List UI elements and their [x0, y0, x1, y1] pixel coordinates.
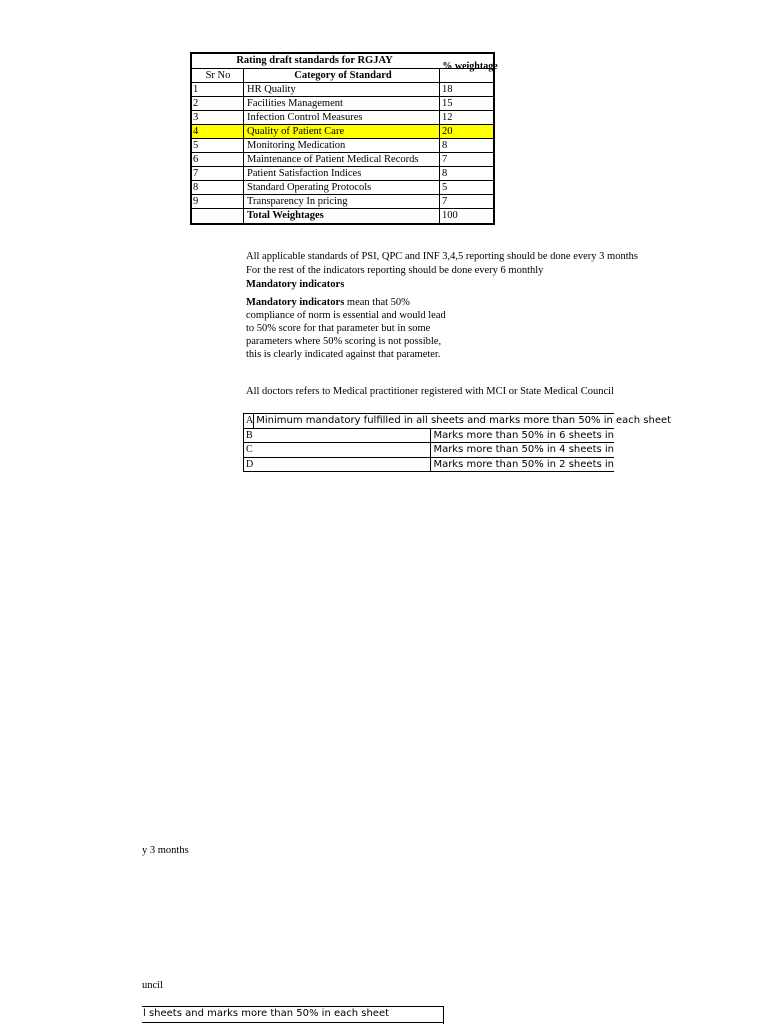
table-row — [192, 139, 493, 153]
reporting-note-quarterly: All applicable standards of PSI, QPC and INF 3,4,5 reporting should be done every 3 months — [246, 251, 638, 262]
grade-table — [243, 413, 672, 472]
overflow-grade-fragment-box — [142, 1006, 444, 1024]
row-sr: 4 — [192, 125, 244, 138]
row-sr: 8 — [192, 181, 244, 194]
table-row — [192, 167, 493, 181]
table-row — [192, 153, 493, 167]
table-row — [192, 195, 493, 209]
row-category: Patient Satisfaction Indices — [244, 167, 440, 180]
row-category: HR Quality — [244, 83, 440, 96]
table-row — [192, 111, 493, 125]
grade-description: Marks more than 50% in 4 sheets in — [433, 444, 614, 455]
mandatory-bold-term: Mandatory indicators — [246, 297, 345, 308]
reporting-note-6-monthly: For the rest of the indicators reporting should be done every 6 monthly — [246, 265, 544, 276]
rating-table — [190, 52, 498, 225]
row-sr: 2 — [192, 97, 244, 110]
grade-letter: A — [246, 415, 254, 426]
table-row — [192, 181, 493, 195]
doctors-definition: All doctors refers to Medical practitioner registered with MCI or State Medical Council — [246, 386, 614, 397]
table-row — [244, 458, 614, 473]
table-row — [244, 429, 614, 444]
row-sr: 3 — [192, 111, 244, 124]
row-sr: 6 — [192, 153, 244, 166]
overflow-council-fragment: uncil — [142, 980, 163, 991]
grade-letter: D — [244, 458, 431, 472]
row-weight: 15 — [442, 98, 453, 109]
table-row — [244, 443, 614, 458]
mandatory-description: mean that 50% compliance of norm is essential and would lead to 50% score for that parameter but in some parameters where 50% scoring is not possible, this is clearly indicated against that parameter. — [246, 297, 446, 360]
row-weight: 5 — [442, 182, 448, 193]
table-row-highlighted — [192, 125, 493, 139]
mandatory-paragraph — [246, 296, 446, 361]
divider — [142, 1022, 443, 1023]
row-category: Maintenance of Patient Medical Records — [244, 153, 440, 166]
row-category: Quality of Patient Care — [244, 125, 440, 138]
grade-description: Marks more than 50% in 2 sheets in — [433, 458, 614, 470]
row-sr: 7 — [192, 167, 244, 180]
row-sr: 1 — [192, 83, 244, 96]
header-weightage: % weightage — [442, 61, 498, 72]
row-category: Infection Control Measures — [244, 111, 440, 124]
row-sr: 5 — [192, 139, 244, 152]
row-sr: 9 — [192, 195, 244, 208]
overflow-grade-fragment: l sheets and marks more than 50% in each sheet — [143, 1008, 390, 1019]
overflow-quarterly-fragment: y 3 months — [142, 845, 189, 856]
total-value: 100 — [442, 210, 458, 221]
table-row — [192, 83, 493, 97]
rating-table-title: Rating draft standards for RGJAY — [236, 55, 393, 66]
row-category: Transparency In pricing — [244, 195, 440, 208]
header-sr-no: Sr No — [192, 69, 244, 82]
row-weight: 18 — [442, 84, 453, 95]
row-weight: 8 — [442, 168, 448, 179]
row-weight: 7 — [442, 154, 448, 165]
row-weight: 20 — [440, 125, 493, 138]
grade-letter: B — [244, 429, 431, 443]
row-category: Monitoring Medication — [244, 139, 440, 152]
total-empty-cell — [192, 209, 244, 223]
total-row — [192, 209, 493, 223]
row-weight: 8 — [442, 140, 448, 151]
mandatory-heading: Mandatory indicators — [246, 279, 345, 290]
total-label: Total Weightages — [244, 209, 440, 223]
grade-letter: C — [244, 443, 431, 457]
row-weight: 12 — [442, 112, 453, 123]
rating-table-header — [192, 61, 498, 83]
grade-description: Minimum mandatory fulfilled in all sheets and marks more than 50% in each sheet — [256, 415, 672, 426]
row-category: Standard Operating Protocols — [244, 181, 440, 194]
row-weight: 7 — [442, 196, 448, 207]
table-row — [244, 414, 672, 429]
table-row — [192, 97, 493, 111]
header-category: Category of Standard — [244, 69, 440, 82]
row-category: Facilities Management — [244, 97, 440, 110]
grade-description: Marks more than 50% in 6 sheets in — [433, 429, 614, 441]
